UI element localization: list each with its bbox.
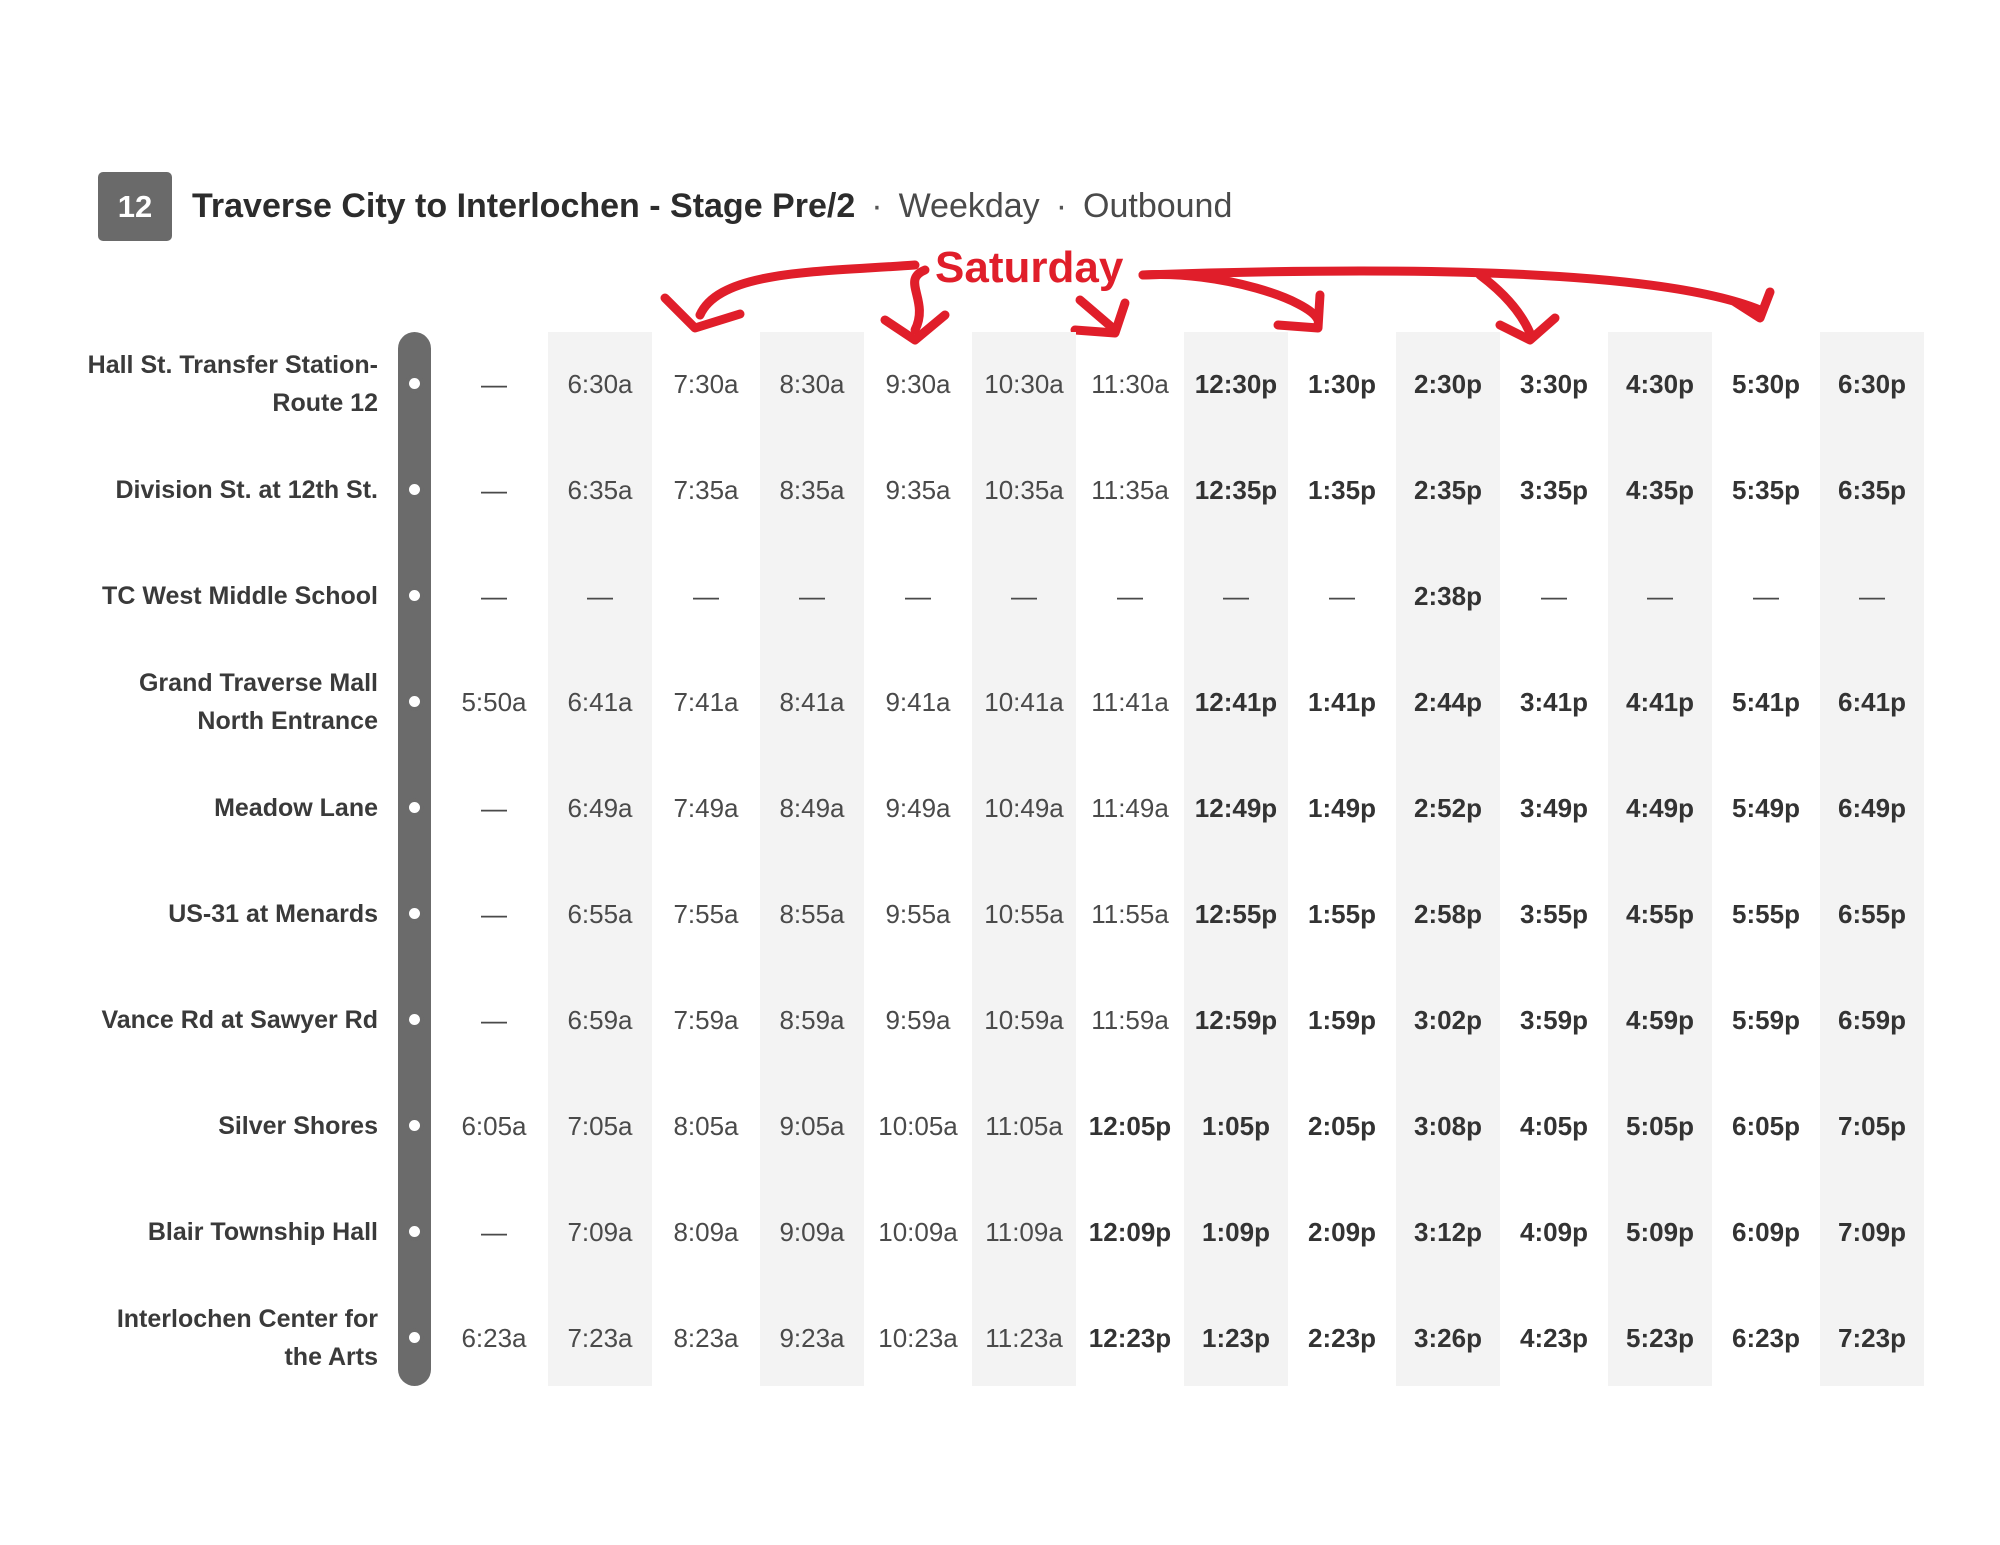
departure-time: 5:50a bbox=[461, 687, 527, 717]
departure-time: 4:09p bbox=[1520, 1217, 1588, 1247]
departure-time: 6:05a bbox=[461, 1111, 527, 1141]
departure-time: 6:30p bbox=[1838, 369, 1906, 399]
departure-time: 6:41a bbox=[567, 687, 633, 717]
stop-name: US-31 at Menards bbox=[168, 900, 378, 928]
departure-time: 7:55a bbox=[673, 899, 739, 929]
departure-time: 4:05p bbox=[1520, 1111, 1588, 1141]
arrowhead-7-30a bbox=[665, 298, 740, 328]
departure-time: 3:41p bbox=[1520, 687, 1588, 717]
departure-time: 4:41p bbox=[1626, 687, 1694, 717]
stop-name: Silver Shores bbox=[218, 1112, 378, 1140]
departure-time: 12:59p bbox=[1194, 1005, 1278, 1035]
no-service-cell: — bbox=[1541, 581, 1567, 611]
route-title bbox=[192, 186, 1232, 226]
departure-time: 2:05p bbox=[1308, 1111, 1376, 1141]
departure-time: 6:35p bbox=[1838, 475, 1906, 505]
no-service-cell: — bbox=[1329, 581, 1355, 611]
stop-marker bbox=[405, 692, 424, 711]
departure-time: 8:30a bbox=[779, 369, 845, 399]
departure-time: 6:09p bbox=[1732, 1217, 1800, 1247]
departure-time: 9:59a bbox=[885, 1005, 951, 1035]
departure-time: 8:35a bbox=[779, 475, 845, 505]
departure-time: 8:49a bbox=[779, 793, 845, 823]
departure-time: 12:35p bbox=[1194, 475, 1278, 505]
schedule-header bbox=[0, 0, 2000, 230]
departure-time: 2:44p bbox=[1414, 687, 1482, 717]
departure-time: 8:23a bbox=[673, 1323, 739, 1353]
departure-time: 6:55p bbox=[1838, 899, 1906, 929]
departure-time: 3:08p bbox=[1414, 1111, 1482, 1141]
separator-dot: · bbox=[1055, 187, 1068, 225]
departure-time: 3:30p bbox=[1520, 369, 1588, 399]
departure-time: 12:05p bbox=[1088, 1111, 1172, 1141]
departure-time: 9:05a bbox=[779, 1111, 845, 1141]
departure-time: 10:23a bbox=[878, 1323, 958, 1353]
departure-time: 5:41p bbox=[1732, 687, 1800, 717]
departure-time: 10:55a bbox=[984, 899, 1064, 929]
departure-time: 12:30p bbox=[1194, 369, 1278, 399]
departure-time: 2:30p bbox=[1414, 369, 1482, 399]
departure-time: 3:02p bbox=[1414, 1005, 1482, 1035]
departure-time: 5:30p bbox=[1732, 369, 1800, 399]
stop-marker bbox=[405, 1010, 424, 1029]
arrow-main-right bbox=[1143, 271, 1760, 310]
departure-time: 5:49p bbox=[1732, 793, 1800, 823]
arrow-to-3-30p bbox=[1480, 275, 1530, 333]
stop-name: Interlochen Center for the Arts bbox=[116, 1305, 378, 1371]
separator-dot: · bbox=[871, 187, 883, 225]
stop-marker bbox=[405, 586, 424, 605]
departure-time: 2:52p bbox=[1414, 793, 1482, 823]
no-service-cell: — bbox=[481, 1005, 507, 1035]
no-service-cell: — bbox=[905, 581, 931, 611]
no-service-cell: — bbox=[1647, 581, 1673, 611]
departure-time: 6:23a bbox=[461, 1323, 527, 1353]
departure-time: 12:55p bbox=[1194, 899, 1278, 929]
departure-time: 8:05a bbox=[673, 1111, 739, 1141]
departure-time: 1:23p bbox=[1202, 1323, 1270, 1353]
departure-time: 9:09a bbox=[779, 1217, 845, 1247]
route-name: Traverse City to Interlochen - Stage Pre/2 bbox=[192, 187, 856, 225]
departure-time: 4:55p bbox=[1626, 899, 1694, 929]
departure-time: 6:41p bbox=[1838, 687, 1906, 717]
departure-time: 6:59p bbox=[1838, 1005, 1906, 1035]
departure-time: 2:35p bbox=[1414, 475, 1482, 505]
stop-name: Hall St. Transfer Station- Route 12 bbox=[87, 351, 378, 417]
departure-time: 11:55a bbox=[1091, 899, 1169, 929]
arrow-to-11-30a bbox=[1080, 300, 1115, 330]
departure-time: 10:05a bbox=[878, 1111, 958, 1141]
no-service-cell: — bbox=[481, 475, 507, 505]
departure-time: 7:49a bbox=[673, 793, 739, 823]
arrowhead-5-30p bbox=[1735, 292, 1770, 318]
no-service-cell: — bbox=[481, 899, 507, 929]
departure-time: 10:30a bbox=[984, 369, 1064, 399]
stop-marker bbox=[405, 904, 424, 923]
departure-time: 1:55p bbox=[1308, 899, 1376, 929]
departure-time: 9:55a bbox=[885, 899, 951, 929]
departure-time: 11:30a bbox=[1091, 369, 1169, 399]
arrowhead-1-30p bbox=[1278, 295, 1320, 328]
arrow-to-1-30p bbox=[1143, 274, 1318, 320]
arrowhead-3-30p bbox=[1500, 318, 1555, 340]
departure-time: 7:09a bbox=[567, 1217, 633, 1247]
departure-time: 12:49p bbox=[1194, 793, 1278, 823]
departure-time: 10:49a bbox=[984, 793, 1064, 823]
departure-time: 8:09a bbox=[673, 1217, 739, 1247]
departure-time: 10:09a bbox=[878, 1217, 958, 1247]
arrow-to-9-30a bbox=[915, 270, 925, 330]
departure-time: 11:35a bbox=[1091, 475, 1169, 505]
stop-name: Grand Traverse Mall North Entrance bbox=[138, 669, 378, 735]
departure-time: 9:49a bbox=[885, 793, 951, 823]
departure-time: 4:49p bbox=[1626, 793, 1694, 823]
departure-time: 1:49p bbox=[1308, 793, 1376, 823]
departure-time: 5:35p bbox=[1732, 475, 1800, 505]
stop-name: Vance Rd at Sawyer Rd bbox=[101, 1006, 378, 1034]
departure-time: 9:23a bbox=[779, 1323, 845, 1353]
departure-time: 8:59a bbox=[779, 1005, 845, 1035]
no-service-cell: — bbox=[481, 581, 507, 611]
no-service-cell: — bbox=[1859, 581, 1885, 611]
departure-time: 4:59p bbox=[1626, 1005, 1694, 1035]
direction: Outbound bbox=[1083, 187, 1233, 225]
departure-time: 9:41a bbox=[885, 687, 951, 717]
departure-time: 5:05p bbox=[1626, 1111, 1694, 1141]
departure-time: 6:59a bbox=[567, 1005, 633, 1035]
departure-time: 7:09p bbox=[1838, 1217, 1906, 1247]
no-service-cell: — bbox=[587, 581, 613, 611]
departure-time: 5:55p bbox=[1732, 899, 1800, 929]
departure-time: 9:35a bbox=[885, 475, 951, 505]
route-number-badge: 12 bbox=[98, 172, 172, 241]
departure-time: 5:09p bbox=[1626, 1217, 1694, 1247]
departure-time: 3:35p bbox=[1520, 475, 1588, 505]
no-service-cell: — bbox=[693, 581, 719, 611]
departure-time: 2:09p bbox=[1308, 1217, 1376, 1247]
departure-time: 3:12p bbox=[1414, 1217, 1482, 1247]
departure-time: 12:41p bbox=[1194, 687, 1278, 717]
departure-time: 12:09p bbox=[1088, 1217, 1172, 1247]
departure-time: 3:49p bbox=[1520, 793, 1588, 823]
departure-time: 11:59a bbox=[1091, 1005, 1169, 1035]
departure-time: 6:05p bbox=[1732, 1111, 1800, 1141]
departure-time: 6:35a bbox=[567, 475, 633, 505]
departure-time: 3:26p bbox=[1414, 1323, 1482, 1353]
departure-time: 10:41a bbox=[984, 687, 1064, 717]
stop-marker bbox=[405, 1328, 424, 1347]
departure-time: 1:41p bbox=[1308, 687, 1376, 717]
departure-time: 2:58p bbox=[1414, 899, 1482, 929]
no-service-cell: — bbox=[1753, 581, 1779, 611]
day-type: Weekday bbox=[898, 187, 1040, 225]
departure-time: 6:49a bbox=[567, 793, 633, 823]
departure-time: 3:55p bbox=[1520, 899, 1588, 929]
departure-time: 2:23p bbox=[1308, 1323, 1376, 1353]
stop-marker bbox=[405, 798, 424, 817]
stop-name: Division St. at 12th St. bbox=[115, 476, 378, 504]
departure-time: 3:59p bbox=[1520, 1005, 1588, 1035]
no-service-cell: — bbox=[481, 1217, 507, 1247]
departure-time: 1:59p bbox=[1308, 1005, 1376, 1035]
departure-time: 5:59p bbox=[1732, 1005, 1800, 1035]
departure-time: 4:35p bbox=[1626, 475, 1694, 505]
departure-time: 10:59a bbox=[984, 1005, 1064, 1035]
departure-time: 6:55a bbox=[567, 899, 633, 929]
stop-name: Meadow Lane bbox=[214, 794, 378, 822]
departure-time: 1:09p bbox=[1202, 1217, 1270, 1247]
no-service-cell: — bbox=[481, 793, 507, 823]
departure-time: 7:35a bbox=[673, 475, 739, 505]
departure-time: 8:41a bbox=[779, 687, 845, 717]
departure-time: 11:05a bbox=[985, 1111, 1063, 1141]
arrow-to-7-30a bbox=[700, 265, 915, 315]
saturday-annotation-label: Saturday bbox=[935, 243, 1124, 292]
stop-name: Blair Township Hall bbox=[147, 1218, 378, 1246]
departure-time: 6:23p bbox=[1732, 1323, 1800, 1353]
departure-time: 7:23p bbox=[1838, 1323, 1906, 1353]
departure-time: 2:38p bbox=[1414, 581, 1482, 611]
departure-time: 7:05a bbox=[567, 1111, 633, 1141]
departure-time: 6:49p bbox=[1838, 793, 1906, 823]
departure-time: 9:30a bbox=[885, 369, 951, 399]
stop-marker bbox=[405, 480, 424, 499]
departure-time: 7:30a bbox=[673, 369, 739, 399]
departure-time: 10:35a bbox=[984, 475, 1064, 505]
departure-time: 11:23a bbox=[985, 1323, 1063, 1353]
departure-time: 4:23p bbox=[1520, 1323, 1588, 1353]
stop-name: TC West Middle School bbox=[102, 582, 378, 610]
departure-time: 8:55a bbox=[779, 899, 845, 929]
departure-time: 7:59a bbox=[673, 1005, 739, 1035]
departure-time: 11:09a bbox=[985, 1217, 1063, 1247]
no-service-cell: — bbox=[1223, 581, 1249, 611]
no-service-cell: — bbox=[481, 369, 507, 399]
departure-time: 1:30p bbox=[1308, 369, 1376, 399]
departure-time: 11:41a bbox=[1091, 687, 1169, 717]
no-service-cell: — bbox=[799, 581, 825, 611]
arrowhead-9-30a bbox=[885, 315, 945, 340]
departure-time: 4:30p bbox=[1626, 369, 1694, 399]
departure-time: 7:05p bbox=[1838, 1111, 1906, 1141]
departure-time: 1:05p bbox=[1202, 1111, 1270, 1141]
departure-time: 7:41a bbox=[673, 687, 739, 717]
arrowhead-11-30a bbox=[1075, 303, 1125, 333]
stop-marker bbox=[405, 1116, 424, 1135]
stop-marker bbox=[405, 1222, 424, 1241]
no-service-cell: — bbox=[1117, 581, 1143, 611]
departure-time: 1:35p bbox=[1308, 475, 1376, 505]
stop-marker bbox=[405, 374, 424, 393]
no-service-cell: — bbox=[1011, 581, 1037, 611]
departure-time: 12:23p bbox=[1088, 1323, 1172, 1353]
departure-time: 6:30a bbox=[567, 369, 633, 399]
departure-time: 5:23p bbox=[1626, 1323, 1694, 1353]
departure-time: 7:23a bbox=[567, 1323, 633, 1353]
departure-time: 11:49a bbox=[1091, 793, 1169, 823]
